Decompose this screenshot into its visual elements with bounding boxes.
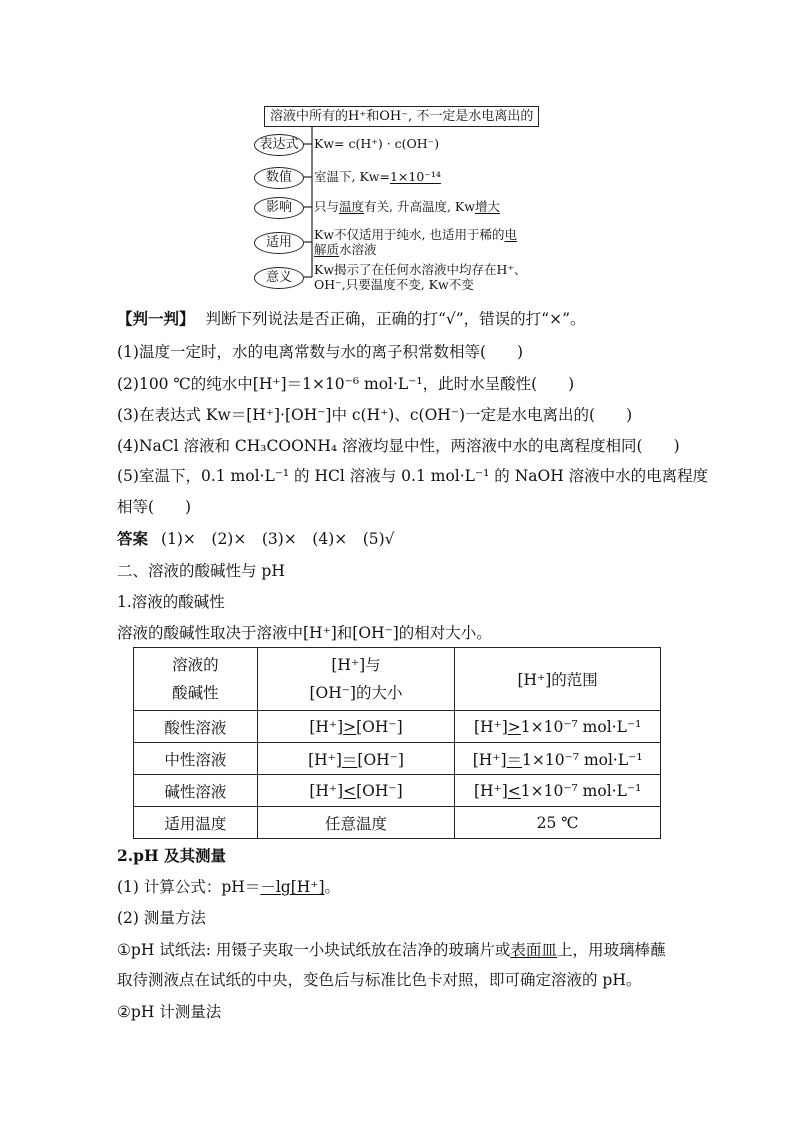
range-left: [H⁺]	[472, 750, 507, 769]
row-range	[455, 775, 661, 807]
ph-formula-value: －lg[H⁺]	[260, 878, 325, 896]
row-range	[455, 743, 661, 775]
section2-sub1-text: 溶液的酸碱性取决于溶液中[H⁺]和[OH⁻]的相对大小。	[117, 624, 492, 642]
row-relation	[257, 775, 455, 807]
rel-operator: <	[343, 781, 357, 800]
range-left: [H⁺]	[473, 781, 508, 800]
answer-line	[117, 529, 395, 549]
header-acidity-line2: 酸碱性	[172, 684, 219, 702]
influence-text	[314, 200, 500, 214]
ph-method1-line2: 取待测液点在试纸的中央，变色后与标准比色卡对照，即可确定溶液的 pH。	[117, 971, 642, 989]
judge-intro: 判断下列说法是否正确，正确的打“√”，错误的打“×”。	[205, 310, 586, 328]
section2-sub1: 1.溶液的酸碱性	[117, 593, 225, 611]
judge-item-5-cont: 相等( )	[117, 498, 192, 516]
ph-formula-prefix: (1) 计算公式：pH＝	[117, 878, 261, 896]
rel-operator: >	[343, 717, 357, 736]
influence-increase: 增大	[474, 199, 500, 214]
oval-value: 数值	[254, 167, 304, 189]
diagram-header: 溶液中所有的H⁺和OH⁻, 不一定是水电离出的	[264, 106, 539, 127]
value-prefix: 室温下, Kw=	[314, 169, 390, 184]
scope-line-1-underline: 电	[504, 227, 518, 242]
ph-method1-line1	[117, 940, 665, 960]
scope-line-2-underline: 解质	[314, 242, 340, 257]
row-relation	[257, 743, 455, 775]
ph-method1-underline: 表面皿	[510, 941, 557, 959]
ph-formula	[117, 877, 340, 897]
row-type: 适用温度	[134, 807, 258, 839]
ph-method1-b: 上，用玻璃棒蘸	[556, 941, 666, 959]
judge-item-5: (5)室温下，0.1 mol·L⁻¹ 的 HCl 溶液与 0.1 mol·L⁻¹ 的 NaOH 溶液中水的电离程度	[117, 467, 709, 485]
answer-label: 答案	[117, 529, 149, 548]
range-operator: >	[507, 717, 521, 736]
table-row	[134, 743, 661, 775]
meaning-line-1: Kw揭示了在任何水溶液中均存在H⁺、	[314, 262, 527, 277]
row-range: 25 ℃	[455, 807, 661, 839]
header-relation-line2: [OH⁻]的大小	[309, 684, 403, 702]
rel-right: [OH⁻]	[356, 717, 403, 736]
section2-title: 二、溶液的酸碱性与 pH	[117, 562, 285, 580]
range-operator: <	[507, 781, 521, 800]
judge-item-3: (3)在表达式 Kw＝[H⁺]·[OH⁻]中 c(H⁺)、c(OH⁻)一定是水电离出的( )	[117, 406, 633, 424]
rel-left: [H⁺]	[309, 781, 344, 800]
table-row	[134, 775, 661, 807]
influence-mid: 有关, 升高温度, Kw	[364, 199, 475, 214]
header-relation-line1: [H⁺]与	[331, 656, 381, 674]
range-right: 1×10⁻⁷ mol·L⁻¹	[520, 717, 642, 736]
row-type: 中性溶液	[134, 743, 258, 775]
judge-item-1: (1)温度一定时，水的电离常数与水的离子积常数相等( )	[117, 343, 524, 361]
expression-text: Kw= c(H⁺) · c(OH⁻)	[314, 136, 440, 151]
oval-expression: 表达式	[254, 134, 304, 156]
table-header-row	[134, 648, 661, 711]
oval-meaning: 意义	[254, 267, 304, 289]
ph-method1-a: ①pH 试纸法: 用镊子夹取一小块试纸放在洁净的玻璃片或	[117, 941, 511, 959]
scope-line-2	[314, 243, 377, 257]
judge-item-2: (2)100 ℃的纯水中[H⁺]＝1×10⁻⁶ mol·L⁻¹，此时水呈酸性( )	[117, 375, 575, 393]
range-right: 1×10⁻⁷ mol·L⁻¹	[522, 750, 643, 769]
judge-heading-line	[117, 309, 586, 329]
oval-influence: 影响	[254, 197, 304, 219]
value-number: 1×10⁻¹⁴	[389, 169, 441, 184]
row-type: 酸性溶液	[134, 711, 258, 743]
row-range	[455, 711, 661, 743]
table-row	[134, 807, 661, 839]
judge-item-4: (4)NaCl 溶液和 CH₃COONH₄ 溶液均显中性，两溶液中水的电离程度相同( )	[117, 437, 680, 455]
header-acidity-line1: 溶液的	[172, 656, 219, 674]
header-relation	[257, 648, 455, 711]
kw-concept-diagram	[250, 104, 550, 296]
ph-title: 2.pH 及其测量	[117, 846, 227, 865]
range-operator: ＝	[506, 750, 523, 769]
range-right: 1×10⁻⁷ mol·L⁻¹	[520, 781, 642, 800]
rel-left: [H⁺]	[308, 750, 342, 769]
header-acidity	[134, 648, 258, 711]
scope-line-1-prefix: Kw不仅适用于纯水, 也适用于稀的	[314, 227, 505, 242]
acidity-table	[133, 647, 661, 839]
judge-heading: 【判一判】	[117, 309, 195, 328]
oval-scope: 适用	[254, 232, 304, 254]
header-range: [H⁺]的范围	[455, 648, 661, 711]
row-relation: 任意温度	[257, 807, 455, 839]
ph-method-title: (2) 测量方法	[117, 909, 206, 927]
meaning-line-2: OH⁻,只要温度不变, Kw不变	[314, 277, 474, 292]
range-left: [H⁺]	[473, 717, 508, 736]
row-type: 碱性溶液	[134, 775, 258, 807]
table-row	[134, 711, 661, 743]
rel-right: [OH⁻]	[356, 781, 403, 800]
ph-formula-suffix: 。	[324, 878, 341, 896]
scope-line-2-rest: 水溶液	[339, 242, 377, 257]
influence-prefix: 只与	[314, 199, 340, 214]
answer-text: (1)× (2)× (3)× (4)× (5)√	[160, 530, 395, 548]
scope-line-1	[314, 228, 517, 242]
row-relation	[257, 711, 455, 743]
rel-left: [H⁺]	[309, 717, 344, 736]
ph-method2: ②pH 计测量法	[117, 1003, 222, 1021]
value-text	[314, 170, 441, 184]
rel-operator: ＝	[341, 750, 358, 769]
influence-temperature: 温度	[339, 199, 365, 214]
rel-right: [OH⁻]	[357, 750, 404, 769]
